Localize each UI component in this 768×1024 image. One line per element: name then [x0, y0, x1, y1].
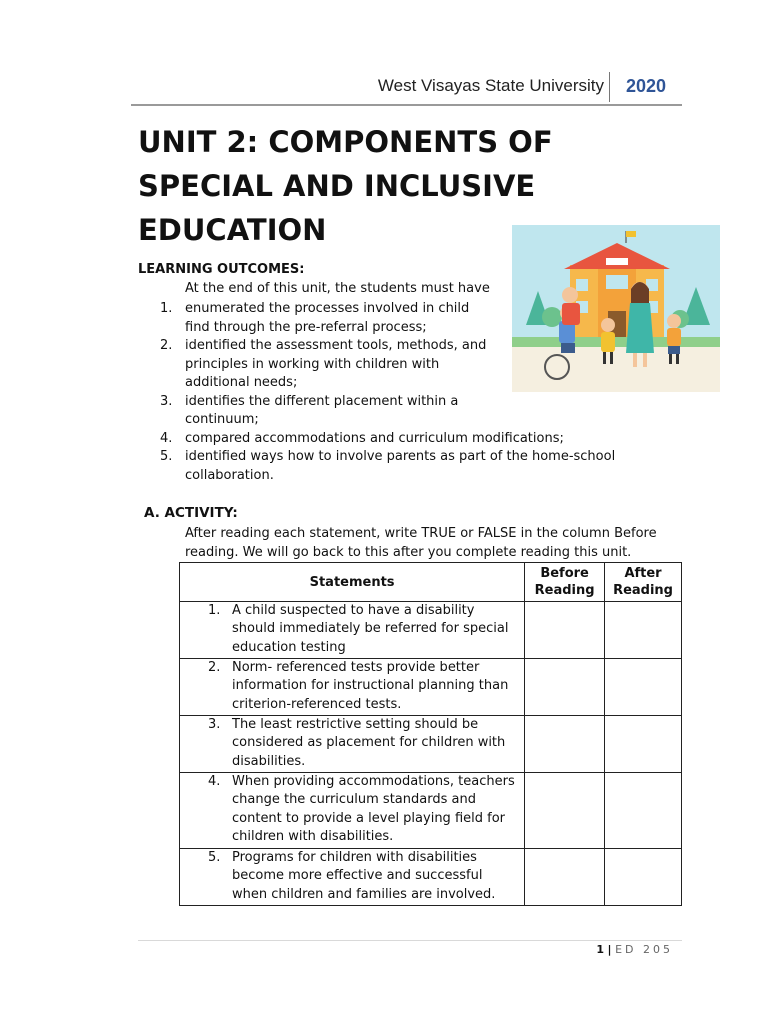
after-reading-cell[interactable] [605, 716, 682, 773]
header-before-reading: Before Reading [525, 563, 605, 602]
list-item: 2. identified the assessment tools, methods, and principles in working with children with additional needs; [160, 338, 487, 390]
course-code: ED 205 [615, 943, 673, 956]
table-row: 2. Norm- referenced tests provide better information for instructional planning than criterion-referenced tests. [180, 659, 682, 716]
header-year: 2020 [625, 76, 666, 96]
table-header-row [180, 563, 682, 602]
page-footer [596, 943, 673, 956]
before-reading-cell[interactable] [525, 716, 605, 773]
after-reading-cell[interactable] [605, 849, 682, 906]
list-item: 3. identifies the different placement within a continuum; [160, 393, 459, 427]
after-reading-cell[interactable] [605, 602, 682, 659]
list-item: 5. identified ways how to involve parents as part of the home-school collaboration. [160, 449, 616, 483]
learning-outcomes-list [160, 300, 630, 485]
table-row: 1. A child suspected to have a disability should immediately be referred for special education testing [180, 602, 682, 659]
table-row: 3. The least restrictive setting should be considered as placement for children with disabilities. [180, 716, 682, 773]
page-number: 1 [596, 943, 605, 956]
before-reading-cell[interactable] [525, 659, 605, 716]
header-statements: Statements [180, 563, 525, 602]
unit-title: UNIT 2: COMPONENTS OF SPECIAL AND INCLUSIVE EDUCATION [138, 125, 553, 247]
table-row: 4. When providing accommodations, teachers change the curriculum standards and content to provide a level playing field for children with disabilities. [180, 773, 682, 849]
header-after-reading: After Reading [605, 563, 682, 602]
university-name: West Visayas State University [377, 76, 604, 95]
activity-instructions: After reading each statement, write TRUE or FALSE in the column Before reading. We will go back to this after you complete reading this unit. [185, 526, 657, 560]
learning-outcomes-intro: At the end of this unit, the students must have [185, 281, 490, 296]
after-reading-cell[interactable] [605, 773, 682, 849]
before-reading-cell[interactable] [525, 849, 605, 906]
after-reading-cell[interactable] [605, 659, 682, 716]
list-item: 1. enumerated the processes involved in child find through the pre-referral process; [160, 301, 470, 335]
footer-divider [138, 940, 682, 941]
statements-table [179, 562, 682, 906]
footer-separator: | [607, 943, 612, 956]
header-separator [609, 72, 610, 102]
activity-heading: A. ACTIVITY: [144, 505, 238, 521]
before-reading-cell[interactable] [525, 602, 605, 659]
before-reading-cell[interactable] [525, 773, 605, 849]
page-header [131, 72, 682, 106]
table-row: 5. Programs for children with disabilities become more effective and successful when children and families are involved. [180, 849, 682, 906]
list-item: 4. compared accommodations and curriculum modifications; [160, 430, 564, 446]
learning-outcomes-heading: LEARNING OUTCOMES: [138, 262, 305, 277]
